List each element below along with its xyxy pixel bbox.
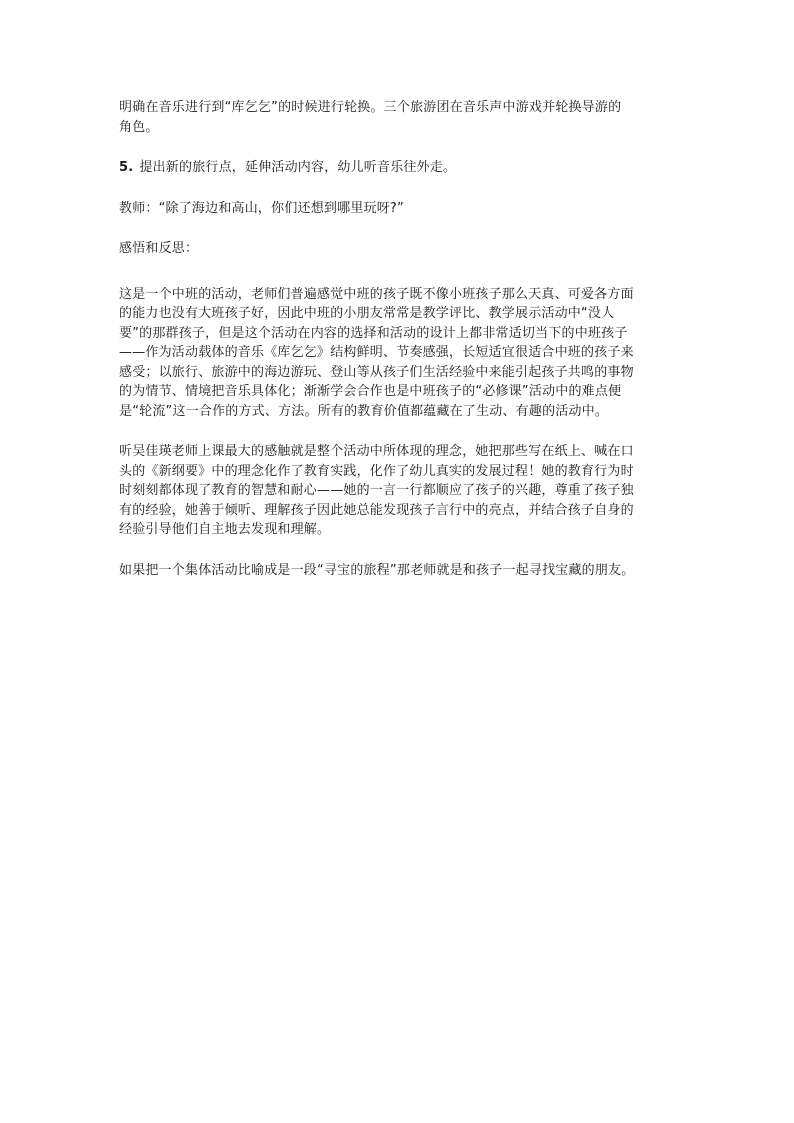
text-line: 时刻刻都体现了教育的智慧和耐心——她的一言一行都顺应了孩子的兴趣，尊重了孩子独 (119, 483, 634, 498)
text-line: 的能力也没有大班孩子好，因此中班的小朋友常常是教学评比、教学展示活动中“没人 (119, 306, 615, 321)
text-line: 的为情节、情境把音乐具体化；渐渐学会合作也是中班孩子的“必修课”活动中的难点便 (119, 384, 622, 399)
text-line: 经验引导他们自主地去发现和理解。 (119, 522, 331, 537)
text-line: 感受；以旅行、旅游中的海边游玩、登山等从孩子们生活经验中来能引起孩子共鸣的事物 (119, 364, 634, 380)
step-text: 提出新的旅行点，延伸活动内容，幼儿听音乐往外走。 (139, 160, 457, 175)
intro-paragraph (119, 98, 679, 137)
section-heading: 感悟和反思： (119, 241, 199, 256)
reflection-paragraph-1 (119, 285, 679, 422)
step-5-paragraph (119, 158, 679, 178)
text-line: 要”的那群孩子，但是这个活动在内容的选择和活动的设计上都非常适切当下的中班孩子 (119, 325, 628, 341)
text-line: ——作为活动载体的音乐《库乞乞》结构鲜明、节奏感强，长短适宜很适合中班的孩子来 (119, 345, 634, 360)
text-line: 明确在音乐进行到“库乞乞”的时候进行轮换。三个旅游团在音乐声中游戏并轮换导游的 (119, 100, 622, 115)
document-body (119, 98, 679, 580)
teacher-quote: 教师：“除了海边和高山，你们还想到哪里玩呀?” (119, 200, 404, 216)
closing-paragraph: 如果把一个集体活动比喻成是一段“寻宝的旅程”那老师就是和孩子一起寻找宝藏的朋友。 (119, 562, 635, 578)
text-line: 头的《新纲要》中的理念化作了教育实践，化作了幼儿真实的发展过程！她的教育行为时 (119, 463, 634, 479)
text-line: 这是一个中班的活动，老师们普遍感觉中班的孩子既不像小班孩子那么天真、可爱各方面 (119, 286, 634, 302)
text-line: 有的经验，她善于倾听、理解孩子因此她总能发现孩子言行中的亮点，并结合孩子自身的 (119, 502, 634, 518)
text-line: 是“轮流”这一合作的方式、方法。所有的教育价值都蕴藏在了生动、有趣的活动中。 (119, 403, 609, 419)
step-number: 5. (119, 160, 134, 175)
reflection-paragraph-2 (119, 442, 679, 540)
text-line: 角色。 (119, 119, 159, 135)
text-line: 听吴佳瑛老师上课最大的感触就是整个活动中所体现的理念，她把那些写在纸上、喊在口 (119, 444, 634, 459)
